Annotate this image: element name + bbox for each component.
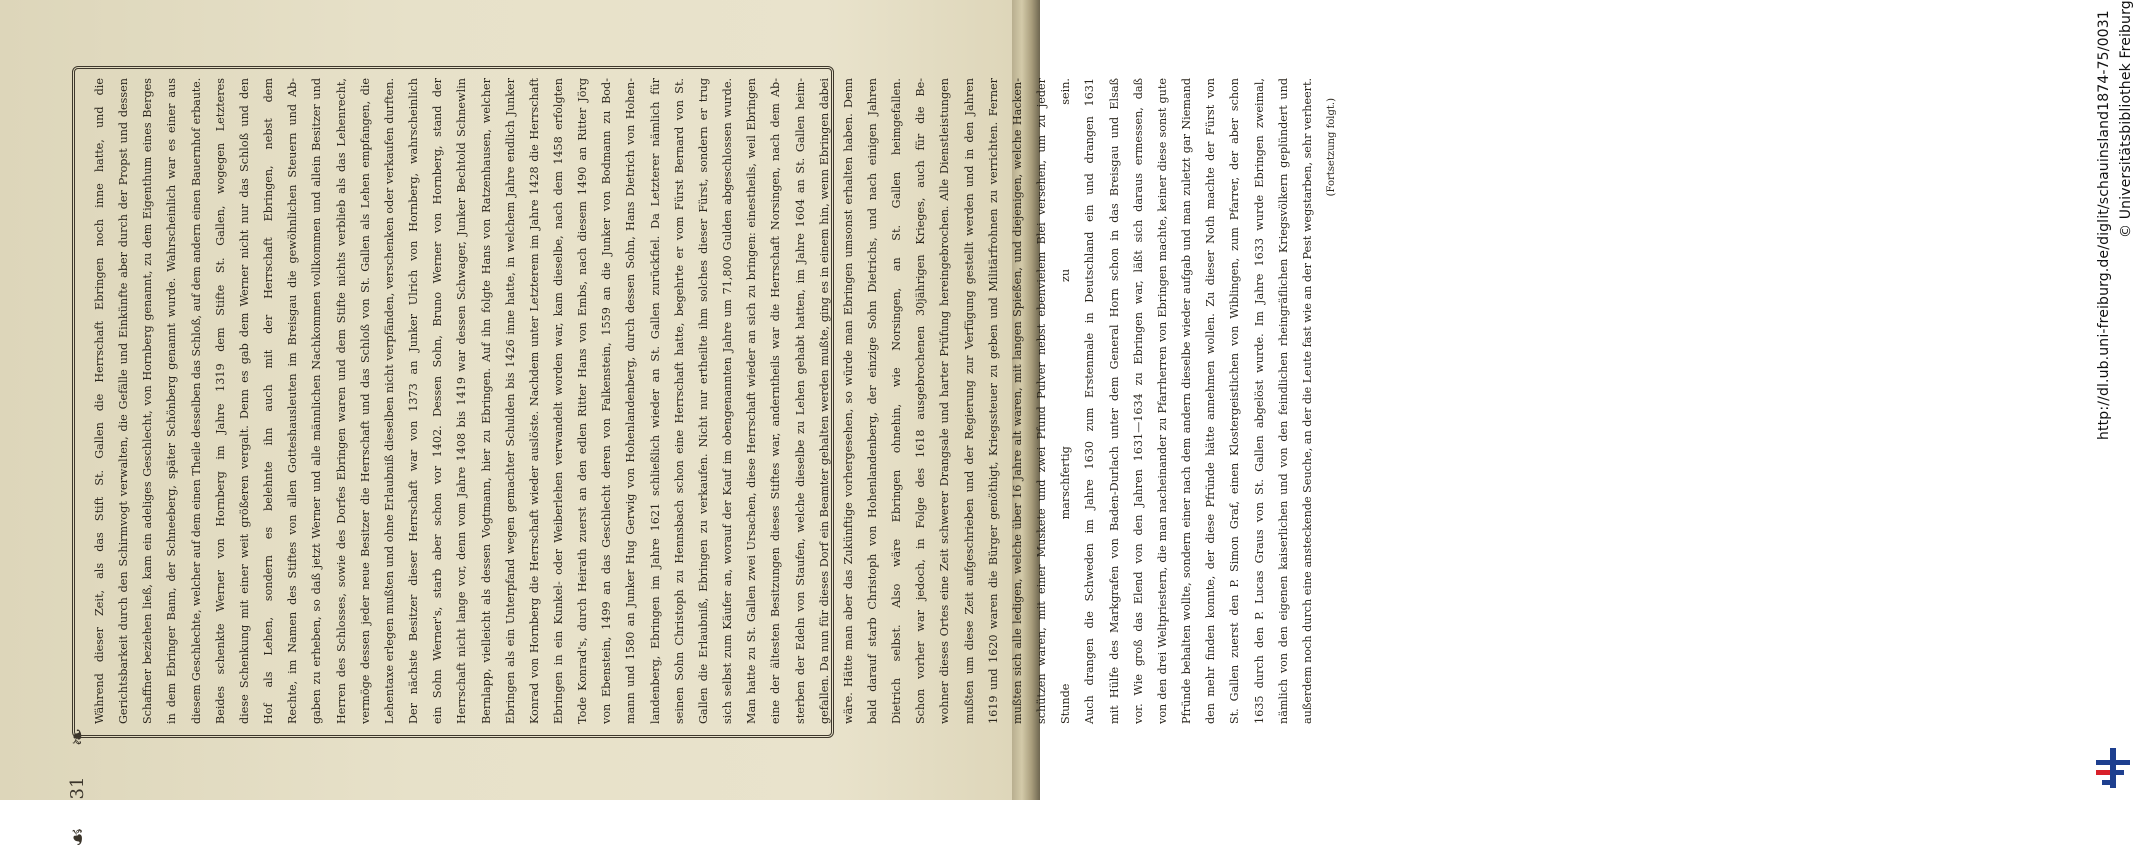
text-line: Während dieser Zeit, als das Stift St. Gallen die Herrschaft Ebringen noch inne hatte, und die <box>93 78 106 724</box>
text-line: sich selbst zum Käufer an, worauf der Kauf im obengenannten Jahre um 71,800 Gulden abgeschlossen wurde. <box>721 78 735 724</box>
text-line: Schaffner beziehen ließ, kam ein adeliges Geschlecht, von Hornberg genannt, zu dem Eigenthum eines Berges <box>141 78 155 724</box>
text-line: mit Hülfe des Markgrafen von Baden-Durlach unter dem General Horn schon in das Breisgau und Elsaß <box>1107 78 1121 724</box>
text-line: Beides schenkte Werner von Hornberg im Jahre 1319 dem Stifte St. Gallen, wogegen Letzteres <box>213 78 227 724</box>
text-line: Ebringen als ein Unterpfand wegen gemachter Schulden bis 1426 inne hatte, in welchem Jahre endlich Junker <box>503 78 517 724</box>
text-line: 1619 und 1620 waren die Bürger genöthigt, Kriegssteuer zu geben und Militärfrohnen zu verrichten. Ferner <box>986 78 1000 724</box>
ornament-left-icon: ❧ <box>66 727 91 747</box>
paragraph <box>88 78 209 724</box>
text-line: Gallen die Erlaubniß, Ebringen zu verkaufen. Nicht nur ertheilte ihm solches dieser Fürst, sondern er trug <box>696 78 710 724</box>
paragraph <box>1078 78 1320 724</box>
text-line: wohner dieses Ortes eine Zeit schwerer Drangsale und harter Prüfung hereingebrochen. Alle Dienstleistungen <box>938 78 952 724</box>
text-line: Rechte, im Namen des Stiftes von allen Gotteshausleuten im Breisgau die gewöhnlichen Steuern und Ab- <box>286 78 300 724</box>
text-line: mann und 1580 an Junker Hug Gerwig von Hohenlandenberg, durch dessen Sohn, Hans Dietrich von Hohen- <box>624 78 638 724</box>
text-line: Dietrich selbst. Also wäre Ebringen ohnehin, wie Norsingen, an St. Gallen heimgefallen. <box>890 78 904 724</box>
text-line: eine der ältesten Besitzungen dieses Stiftes war, anderntheils war die Herrschaft Norsingen, nach dem Ab- <box>769 78 783 724</box>
text-line: nämlich von den eigenen kaiserlichen und von den feindlichen rheingräflichen Kriegsvölkern geplündert und <box>1276 78 1290 724</box>
text-line: Ebringen in ein Kunkel- oder Weiberlehen verwandelt worden war, kam dieselbe, nach dem 1458 erfolgten <box>551 78 565 724</box>
text-line: 1635 durch den P. Lucas Graus von St. Gallen abgelöst wurde. Im Jahre 1633 wurde Ebringen zweimal, <box>1252 78 1266 724</box>
text-line: in dem Ebringer Bann, der Schneeberg, später Schönberg genannt wurde. Wahrscheinlich war es einer aus <box>165 78 179 724</box>
text-line: von den drei Weltpriestern, die man nacheinander zu Pfarrherren von Ebringen machte, keiner diese sonst gute <box>1155 78 1169 724</box>
text-line: Bernlapp, vielleicht als dessen Vogtmann, hier zu Ebringen. Auf ihn folgte Hans von Ratzenhausen, welcher <box>479 78 493 724</box>
text-line: mußten sich alle ledigen, welche über 16 Jahre alt waren, mit langen Spießen, und diejenigen, welche Hacken- <box>1010 78 1024 724</box>
text-line: vermöge dessen jeder neue Besitzer die Herrschaft und das Schloß von St. Gallen als Lehen empfangen, die <box>358 78 372 724</box>
text-line: seinen Sohn Christoph zu Hennsbach schon eine Herrschaft hatte, begehrte er vom Fürst Bernard von St. <box>672 78 686 724</box>
text-line: sterben der Edeln von Staufen, welche dieselbe zu Lehen gehabt hatten, im Jahre 1604 an St. Gallen heim- <box>793 78 807 724</box>
text-line: schützen waren, mit einer Muskete und zwei Pfund Pulver nebst ebenvielem Blei versehen, um zu jeder <box>1035 78 1049 724</box>
ornament-right-icon: ☙ <box>66 827 91 847</box>
paragraph <box>209 78 402 724</box>
text-line: Gerichtsbarkeit durch den Schirmvogt verwalten, die Gefälle und Einkünfte aber durch der Propst und dessen <box>117 78 131 724</box>
text-line: Herrschaft nicht lange vor, denn vom Jahre 1408 bis 1419 war dessen Schwager, Junker Bechtold Schnewlin <box>455 78 469 724</box>
text-line: Stunde marschfertig zu sein. <box>1059 78 1073 724</box>
text-line: von Ebenstein, 1499 an das Geschlecht deren von Falkenstein, 1559 an die Junker von Bodmann zu Bod- <box>600 78 614 724</box>
text-line: Schon vorher war jedoch, in Folge des 1618 ausgebrochenen 30jährigen Krieges, auch für die Be- <box>914 78 928 724</box>
text-line: vor. Wie groß das Elend von den Jahren 1631—1634 zu Ebringen war, läßt sich daraus ermessen, daß <box>1131 78 1145 724</box>
article-body <box>88 77 1337 724</box>
text-line: diese Schenkung mit einer weit größeren vergalt. Denn es gab dem Werner nicht nur das Schloß und den <box>237 78 251 724</box>
text-line: Konrad von Hornberg die Herrschaft wieder auslöste. Nachdem unter Letzterem im Jahre 1428 die Herrschaft <box>527 78 541 724</box>
text-line: Tode Konrad's, durch Heirath zuerst an den edlen Ritter Hans von Embs, nach diesem 1490 an Ritter Jörg <box>576 78 590 724</box>
text-line: diesem Geschlechte, welcher auf dem einen Theile desselben das Schloß, auf dem andern einen Bauernhof erbaute. <box>189 77 203 724</box>
continuation-note: (Fortsetzung folgt.) <box>1325 98 1337 197</box>
text-line: Pfründe behalten wollte, sondern einer nach dem andern dieselbe wieder aufgab und man zuletzt gar Niemand <box>1180 78 1194 724</box>
text-line: St. Gallen zuerst den P. Simon Graf, einen Klostergeistlichen von Wiblingen, zum Pfarrer, der aber schon <box>1228 78 1242 724</box>
text-line: Auch drangen die Schweden im Jahre 1630 zum Erstenmale in Deutschland ein und drangen 1631 <box>1083 78 1097 724</box>
text-line: wäre. Hätte man aber das Zukünftige vorhergesehen, so würde man Ebringen umsonst erhalten haben. Denn <box>841 78 855 724</box>
text-line: außerdem noch durch eine ansteckende Seuche, an der die Leute fast wie an der Pest wegstarben, sehr verheert. <box>1300 77 1314 724</box>
copyright-notice: © Universitätsbibliothek Freiburg <box>2118 0 2134 238</box>
text-line: gaben zu erheben, so daß jetzt Werner und alle männlichen Nachkommen vollkommen und allein Besitzer und <box>310 78 324 724</box>
text-line: Man hatte zu St. Gallen zwei Ursachen, diese Herrschaft wieder an sich zu bringen: einestheils, weil Ebringen <box>745 78 759 724</box>
text-line: gefallen. Da nun für dieses Dorf ein Beamter gehalten werden mußte, ging es in einem hin, wenn Ebringen dabei <box>817 78 831 724</box>
text-line: bald darauf starb Christoph von Hohenlandenberg, der einzige Sohn Dietrichs, und nach einigen Jahren <box>866 78 879 724</box>
text-line: den mehr finden konnte, der diese Pfründe hätte annehmen wollen. Zu dieser Noth machte der Fürst von <box>1204 78 1218 724</box>
text-line: mußten um diese Zeit aufgeschrieben und der Regierung zur Verfügung gestellt werden und in den Jahren <box>962 78 976 724</box>
text-line: Der nächste Besitzer dieser Herrschaft war von 1373 an Junker Ulrich von Hornberg, wahrscheinlich <box>407 78 421 724</box>
page-header <box>30 360 91 847</box>
source-url-link[interactable]: http://dl.ub.uni-freiburg.de/diglit/schauinsland1874-75/0031 <box>2096 10 2112 440</box>
text-line: landenberg, Ebringen im Jahre 1621 schließlich wieder an St. Gallen zurückfiel. Da Letzterer nämlich für <box>648 78 662 724</box>
page-number: 31 <box>67 776 88 800</box>
text-line: Hof als Lehen, sondern es belehnte ihn auch mit der Herrschaft Ebringen, nebst dem <box>262 78 276 724</box>
text-line: Lehentaxe erlegen mußten und ohne Erlaubniß dieselben nicht verpfänden, verschenken oder verkaufen durften. <box>382 78 396 724</box>
paragraph <box>402 78 909 724</box>
library-logo-icon <box>2094 746 2132 790</box>
text-line: Herren des Schlosses, sowie des Dorfes Ebringen waren und dem Stifte nichts verblieb als das Lehenrecht, <box>334 78 348 724</box>
text-line: ein Sohn Werner's, starb aber schon vor 1402. Dessen Sohn, Bruno Werner von Hornberg, stand der <box>431 78 445 724</box>
